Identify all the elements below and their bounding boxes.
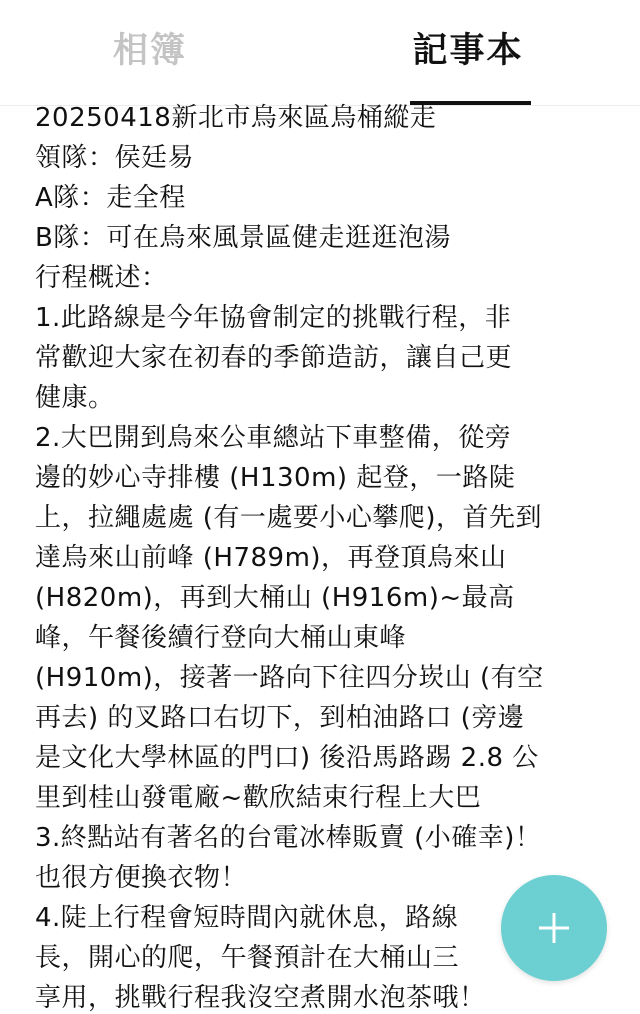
note-line: 再去) 的叉路口右切下，到柏油路口 (旁邊 xyxy=(35,703,525,733)
note-line: 是文化大學林區的門口) 後沿馬路踢 2.8 公 xyxy=(35,743,539,773)
note-line: 上，拉繩處處 (有一處要小心攀爬)，首先到 xyxy=(35,503,543,533)
note-line: 邊的妙心寺排樓 (H130m) 起登，一路陡 xyxy=(35,463,516,493)
note-line: (H820m)，再到大桶山 (H916m)~最高 xyxy=(35,583,515,613)
note-line: 領隊：侯廷易 xyxy=(35,143,195,173)
note-line: A隊：走全程 xyxy=(35,183,186,213)
tab-notebook[interactable]: 記事本 xyxy=(412,30,524,71)
note-line: (H910m)，接著一路向下往四分崁山 (有空 xyxy=(35,663,544,693)
top-tab-bar xyxy=(0,0,640,106)
note-line: B隊：可在烏來風景區健走逛逛泡湯 xyxy=(35,223,451,253)
note-content[interactable] xyxy=(35,98,605,1014)
add-note-button[interactable] xyxy=(501,875,607,981)
note-line: 里到桂山發電廠~歡欣結束行程上大巴 xyxy=(35,783,482,813)
note-line: 常歡迎大家在初春的季節造訪，讓自己更 xyxy=(35,343,513,373)
note-line: 享用，挑戰行程我沒空煮開水泡茶哦！ xyxy=(35,983,486,1013)
note-line: 長，開心的爬，午餐預計在大桶山三 xyxy=(35,943,460,973)
note-line: 2.大巴開到烏來公車總站下車整備，從旁 xyxy=(35,423,512,453)
note-line: 3.終點站有著名的台電冰棒販賣 (小確幸)！ xyxy=(35,823,542,853)
note-line: 達烏來山前峰 (H789m)，再登頂烏來山 xyxy=(35,543,507,573)
note-line: 20250418新北市烏來區烏桶縱走 xyxy=(35,103,437,133)
note-line: 也很方便換衣物！ xyxy=(35,863,248,893)
note-line: 1.此路線是今年協會制定的挑戰行程，非 xyxy=(35,303,512,333)
note-line: 行程概述： xyxy=(35,263,168,293)
tab-album[interactable]: 相簿 xyxy=(112,30,187,71)
plus-icon xyxy=(537,911,571,945)
note-line: 健康。 xyxy=(35,383,115,413)
note-line: 峰，午餐後續行登向大桶山東峰 xyxy=(35,623,407,653)
note-line: 4.陡上行程會短時間內就休息，路線 xyxy=(35,903,459,933)
